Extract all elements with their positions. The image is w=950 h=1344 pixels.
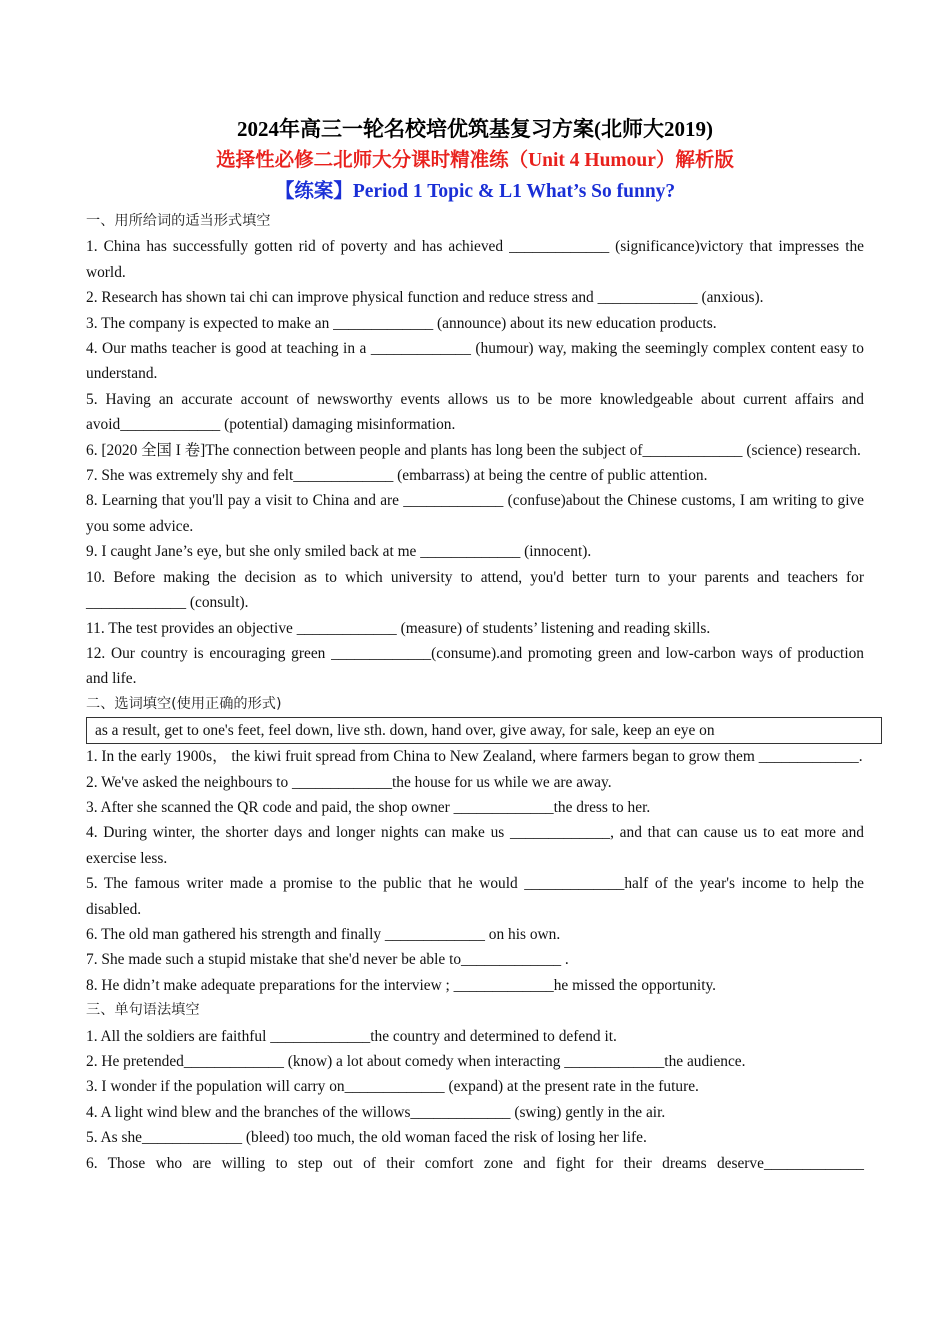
worksheet-page	[86, 112, 864, 1176]
lesson-title: 【练案】Period 1 Topic & L1 What’s So funny?	[274, 181, 676, 202]
question-item: 8. He didn’t make adequate preparations for the interview ; _____________he missed the opportunity.	[86, 976, 717, 994]
question-item: 1. In the early 1900s， the kiwi fruit spread from China to New Zealand, where farmers began to grow them _____________.	[86, 748, 863, 766]
section-3-heading: 三、单句语法填空	[86, 1002, 200, 1019]
question-item: 2. He pretended_____________ (know) a lot about comedy when interacting _____________the audience.	[86, 1053, 746, 1070]
question-item: 5. Having an accurate account of newsworthy events allows us to be more knowledgeable about current affairs and avoid_____________ (potential) damaging misinformation.	[86, 390, 864, 434]
question-item: 6. Those who are willing to step out of their comfort zone and fight for their dreams deserve_____________	[86, 1154, 864, 1172]
section-2-heading: 二、选词填空(使用正确的形式)	[86, 695, 282, 712]
section-1-list	[86, 234, 864, 691]
question-item: 3. After she scanned the QR code and paid, the shop owner _____________the dress to her.	[86, 798, 651, 816]
question-item: 12. Our country is encouraging green _____________(consume).and promoting green and low-carbon ways of production and life.	[86, 644, 864, 688]
section-1-heading: 一、用所给词的适当形式填空	[86, 213, 271, 229]
question-item: 1. All the soldiers are faithful _____________the country and determined to defend it.	[86, 1027, 617, 1045]
question-item: 5. As she_____________ (bleed) too much, the old woman faced the risk of losing her life.	[86, 1129, 647, 1147]
question-item: 8. Learning that you'll pay a visit to China and are _____________ (confuse)about the Chinese customs, I am writing to give you some advice.	[86, 492, 864, 535]
question-item: 2. Research has shown tai chi can improve physical function and reduce stress and _____________ (anxious).	[86, 289, 764, 307]
section-3-list	[86, 1024, 864, 1176]
section-2-list	[86, 744, 864, 998]
question-item: 1. China has successfully gotten rid of poverty and has achieved _____________ (significance)victory that impresses the world.	[86, 238, 864, 281]
question-item: 4. During winter, the shorter days and longer nights can make us _____________, and that can cause us to eat more and exercise less.	[86, 824, 864, 867]
question-item: 4. Our maths teacher is good at teaching in a _____________ (humour) way, making the seemingly complex content easy to understand.	[86, 340, 864, 383]
subtitle: 选择性必修二北师大分课时精准练（Unit 4 Humour）解析版	[216, 150, 734, 171]
question-item: 3. The company is expected to make an _____________ (announce) about its new education products.	[86, 314, 717, 332]
word-bank-box: as a result, get to one's feet, feel down, live sth. down, hand over, give away, for sale, keep an eye on	[86, 717, 882, 744]
question-item: 11. The test provides an objective _____________ (measure) of students’ listening and reading skills.	[86, 619, 711, 637]
question-item: 3. I wonder if the population will carry on_____________ (expand) at the present rate in the future.	[86, 1078, 699, 1096]
question-item: 6. The old man gathered his strength and finally _____________ on his own.	[86, 925, 561, 943]
main-title: 2024年高三一轮名校培优筑基复习方案(北师大2019)	[237, 117, 713, 141]
question-item: 6. [2020 全国 I 卷]The connection between people and plants has long been the subject of_____________ (science) research.	[86, 441, 861, 459]
question-item: 2. We've asked the neighbours to _____________the house for us while we are away.	[86, 773, 612, 791]
question-item: 10. Before making the decision as to which university to attend, you'd better turn to your parents and teachers for _____________ (consult).	[86, 568, 864, 612]
question-item: 5. The famous writer made a promise to the public that he would _____________half of the year's income to help the disabled.	[86, 875, 864, 918]
question-item: 7. She was extremely shy and felt_____________ (embarrass) at being the centre of public attention.	[86, 467, 708, 485]
question-item: 9. I caught Jane’s eye, but she only smiled back at me _____________ (innocent).	[86, 543, 592, 561]
question-item: 4. A light wind blew and the branches of the willows_____________ (swing) gently in the air.	[86, 1103, 666, 1121]
question-item: 7. She made such a stupid mistake that she'd never be able to_____________ .	[86, 951, 569, 969]
